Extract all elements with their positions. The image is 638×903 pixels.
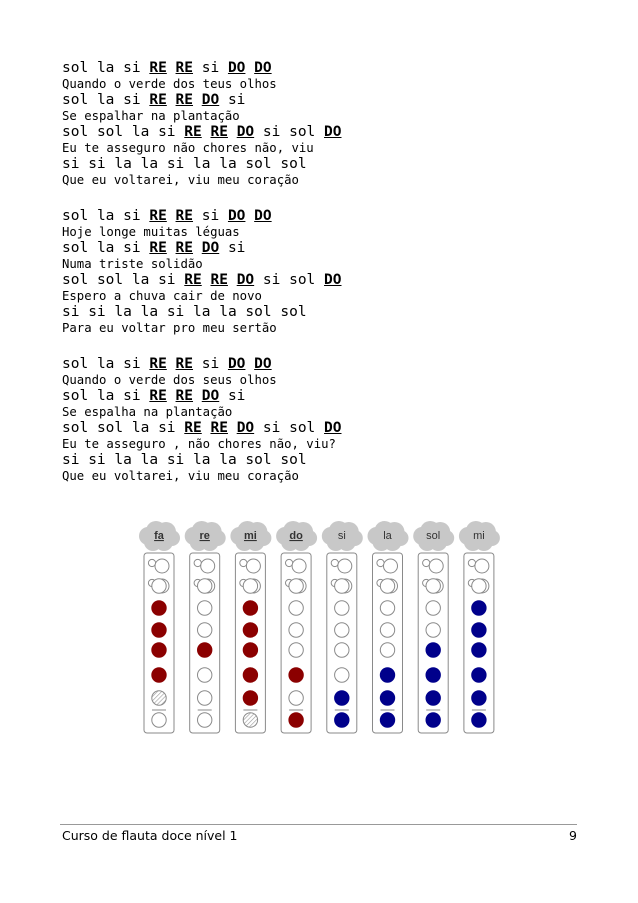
note-high: RE bbox=[175, 388, 194, 404]
note: la bbox=[193, 156, 211, 172]
finger-hole bbox=[243, 623, 257, 637]
note: sol bbox=[245, 452, 272, 468]
finger-hole bbox=[380, 623, 394, 637]
lyric-line: Eu te asseguro não chores não, viu bbox=[62, 141, 314, 155]
fingering-5 bbox=[368, 521, 409, 733]
note: si bbox=[227, 388, 246, 404]
note-label: mi bbox=[243, 530, 257, 542]
finger-hole bbox=[472, 579, 486, 593]
lyric-line: Para eu voltar pro meu sertão bbox=[62, 321, 277, 335]
lyric-line: Espero a chuva cair de novo bbox=[62, 289, 262, 303]
lyric-line: Que eu voltarei, viu meu coração bbox=[62, 173, 299, 187]
footer-course-title: Curso de flauta doce nível 1 bbox=[62, 828, 238, 843]
note: si bbox=[62, 156, 80, 172]
note-label: la bbox=[383, 530, 392, 542]
finger-hole bbox=[426, 579, 440, 593]
note: la bbox=[131, 420, 150, 436]
hole bbox=[292, 559, 306, 573]
note: si bbox=[88, 452, 106, 468]
hole bbox=[155, 559, 169, 573]
lyric-line: Se espalhar na plantação bbox=[62, 109, 240, 123]
note: si bbox=[158, 420, 176, 436]
note: si bbox=[262, 272, 281, 288]
note-high: DO bbox=[236, 124, 255, 140]
note: la bbox=[96, 92, 115, 108]
hole bbox=[475, 559, 489, 573]
finger-hole bbox=[152, 643, 166, 657]
lyric-line: Se espalha na plantação bbox=[62, 405, 233, 419]
finger-hole bbox=[380, 691, 394, 705]
note: la bbox=[193, 304, 211, 320]
finger-hole bbox=[243, 691, 257, 705]
note: sol bbox=[245, 304, 272, 320]
note: la bbox=[96, 388, 115, 404]
finger-hole bbox=[426, 601, 440, 615]
note: si bbox=[88, 304, 106, 320]
note: si bbox=[227, 240, 246, 256]
note: la bbox=[219, 452, 237, 468]
note: la bbox=[140, 452, 159, 468]
note: si bbox=[123, 356, 141, 372]
fingering-7 bbox=[459, 521, 500, 733]
note: sol bbox=[245, 156, 272, 172]
note: sol bbox=[289, 124, 316, 140]
finger-hole bbox=[380, 579, 394, 593]
note-high: RE bbox=[184, 124, 202, 140]
note-high: DO bbox=[201, 92, 220, 108]
finger-hole bbox=[380, 668, 394, 682]
note: sol bbox=[280, 304, 307, 320]
finger-hole bbox=[426, 713, 440, 727]
note-high: DO bbox=[227, 60, 246, 76]
fingering-2 bbox=[230, 521, 271, 733]
lyric-line: Quando o verde dos teus olhos bbox=[62, 77, 277, 91]
note: si bbox=[166, 304, 185, 320]
note-high: DO bbox=[324, 420, 342, 436]
note: sol bbox=[62, 420, 89, 436]
note-high: DO bbox=[236, 272, 255, 288]
note: la bbox=[140, 304, 159, 320]
finger-hole bbox=[198, 668, 212, 682]
finger-hole bbox=[472, 623, 486, 637]
note: sol bbox=[62, 388, 89, 404]
note-label: do bbox=[289, 530, 303, 542]
finger-hole bbox=[335, 668, 349, 682]
finger-hole bbox=[152, 691, 166, 705]
note-high: RE bbox=[149, 356, 167, 372]
note: la bbox=[96, 60, 115, 76]
note: si bbox=[201, 356, 220, 372]
note: sol bbox=[289, 420, 316, 436]
note: sol bbox=[280, 156, 307, 172]
note: la bbox=[131, 124, 150, 140]
note-high: DO bbox=[254, 60, 272, 76]
note-high: RE bbox=[184, 272, 202, 288]
note-high: RE bbox=[210, 124, 228, 140]
fingering-6 bbox=[413, 521, 454, 733]
hole bbox=[429, 559, 443, 573]
finger-hole bbox=[243, 643, 257, 657]
note: si bbox=[123, 388, 141, 404]
note-high: DO bbox=[201, 240, 220, 256]
note: sol bbox=[280, 452, 307, 468]
note-high: RE bbox=[175, 356, 194, 372]
note: sol bbox=[62, 356, 89, 372]
finger-hole bbox=[152, 668, 166, 682]
finger-hole bbox=[243, 579, 257, 593]
finger-hole bbox=[289, 691, 303, 705]
note: la bbox=[219, 156, 237, 172]
finger-hole bbox=[335, 623, 349, 637]
note: sol bbox=[62, 124, 89, 140]
note: la bbox=[131, 272, 150, 288]
finger-hole bbox=[335, 643, 349, 657]
footer-divider bbox=[60, 824, 577, 825]
note-high: DO bbox=[324, 124, 342, 140]
lyric-line: Que eu voltarei, viu meu coração bbox=[62, 469, 299, 483]
finger-hole bbox=[152, 579, 166, 593]
finger-hole bbox=[335, 691, 349, 705]
finger-hole bbox=[198, 713, 212, 727]
note: si bbox=[262, 124, 281, 140]
finger-hole bbox=[426, 623, 440, 637]
note: si bbox=[262, 420, 281, 436]
finger-hole bbox=[380, 601, 394, 615]
finger-hole bbox=[472, 601, 486, 615]
note: si bbox=[158, 124, 176, 140]
lyric-line: Quando o verde dos seus olhos bbox=[62, 373, 277, 387]
note: la bbox=[114, 156, 132, 172]
note: sol bbox=[96, 272, 124, 288]
finger-hole bbox=[472, 668, 486, 682]
hole bbox=[246, 559, 260, 573]
note: sol bbox=[62, 208, 89, 224]
note-high: DO bbox=[254, 208, 272, 224]
note-high: DO bbox=[227, 356, 246, 372]
finger-hole bbox=[152, 713, 166, 727]
lyric-line: Numa triste solidão bbox=[62, 257, 203, 271]
finger-hole bbox=[198, 601, 212, 615]
note: la bbox=[219, 304, 237, 320]
finger-hole bbox=[335, 713, 349, 727]
finger-hole bbox=[426, 643, 440, 657]
note: la bbox=[140, 156, 159, 172]
note: si bbox=[201, 60, 220, 76]
note-high: DO bbox=[254, 356, 272, 372]
note-high: DO bbox=[227, 208, 246, 224]
note-high: RE bbox=[184, 420, 202, 436]
note: sol bbox=[62, 240, 89, 256]
note: si bbox=[88, 156, 106, 172]
finger-hole bbox=[198, 691, 212, 705]
finger-hole bbox=[243, 601, 257, 615]
finger-hole bbox=[335, 579, 349, 593]
fingering-0 bbox=[139, 521, 180, 733]
finger-hole bbox=[289, 601, 303, 615]
note: la bbox=[96, 356, 115, 372]
note-label: re bbox=[199, 530, 210, 542]
finger-hole bbox=[426, 668, 440, 682]
note: si bbox=[62, 304, 80, 320]
fingering-1 bbox=[185, 521, 226, 733]
finger-hole bbox=[243, 713, 257, 727]
note-high: RE bbox=[175, 92, 194, 108]
note-high: RE bbox=[149, 240, 167, 256]
note-high: DO bbox=[324, 272, 342, 288]
note: si bbox=[227, 92, 246, 108]
note: la bbox=[96, 240, 115, 256]
finger-hole bbox=[289, 713, 303, 727]
finger-hole bbox=[198, 579, 212, 593]
finger-hole bbox=[380, 643, 394, 657]
finger-hole bbox=[472, 643, 486, 657]
note: si bbox=[123, 208, 141, 224]
finger-hole bbox=[243, 668, 257, 682]
note: sol bbox=[96, 124, 124, 140]
finger-hole bbox=[335, 601, 349, 615]
finger-hole bbox=[472, 691, 486, 705]
note: si bbox=[166, 156, 185, 172]
note: la bbox=[193, 452, 211, 468]
note-high: RE bbox=[149, 92, 167, 108]
finger-hole bbox=[472, 713, 486, 727]
finger-hole bbox=[289, 643, 303, 657]
finger-hole bbox=[380, 713, 394, 727]
finger-hole bbox=[198, 623, 212, 637]
note-label: si bbox=[337, 530, 346, 542]
note: sol bbox=[289, 272, 316, 288]
finger-hole bbox=[289, 668, 303, 682]
note: la bbox=[96, 208, 115, 224]
note-high: RE bbox=[210, 420, 228, 436]
note-high: RE bbox=[175, 60, 194, 76]
note: si bbox=[201, 208, 220, 224]
note: si bbox=[123, 92, 141, 108]
hole bbox=[384, 559, 398, 573]
finger-hole bbox=[289, 579, 303, 593]
note-high: RE bbox=[149, 208, 167, 224]
lyric-line: Hoje longe muitas léguas bbox=[62, 225, 240, 239]
note-high: RE bbox=[149, 60, 167, 76]
note: la bbox=[114, 452, 132, 468]
note-high: RE bbox=[175, 240, 194, 256]
hole bbox=[338, 559, 352, 573]
finger-hole bbox=[152, 623, 166, 637]
note-label: sol bbox=[426, 530, 441, 542]
note-high: RE bbox=[175, 208, 194, 224]
note: si bbox=[158, 272, 176, 288]
note: sol bbox=[62, 60, 89, 76]
finger-hole bbox=[198, 643, 212, 657]
footer-page-number: 9 bbox=[569, 828, 577, 843]
note: si bbox=[123, 240, 141, 256]
finger-hole bbox=[426, 691, 440, 705]
note-label: fa bbox=[154, 530, 164, 542]
note: si bbox=[123, 60, 141, 76]
note: si bbox=[62, 452, 80, 468]
note: sol bbox=[62, 92, 89, 108]
note: si bbox=[166, 452, 185, 468]
note-label: mi bbox=[473, 530, 485, 542]
finger-hole bbox=[289, 623, 303, 637]
hole bbox=[201, 559, 215, 573]
finger-hole bbox=[152, 601, 166, 615]
note-high: DO bbox=[236, 420, 255, 436]
lyric-line: Eu te asseguro , não chores não, viu? bbox=[62, 437, 336, 451]
note-high: RE bbox=[210, 272, 228, 288]
note: sol bbox=[96, 420, 124, 436]
note-high: DO bbox=[201, 388, 220, 404]
fingering-4 bbox=[322, 521, 363, 733]
note-high: RE bbox=[149, 388, 167, 404]
note: la bbox=[114, 304, 132, 320]
note: sol bbox=[62, 272, 89, 288]
fingering-3 bbox=[276, 521, 317, 733]
